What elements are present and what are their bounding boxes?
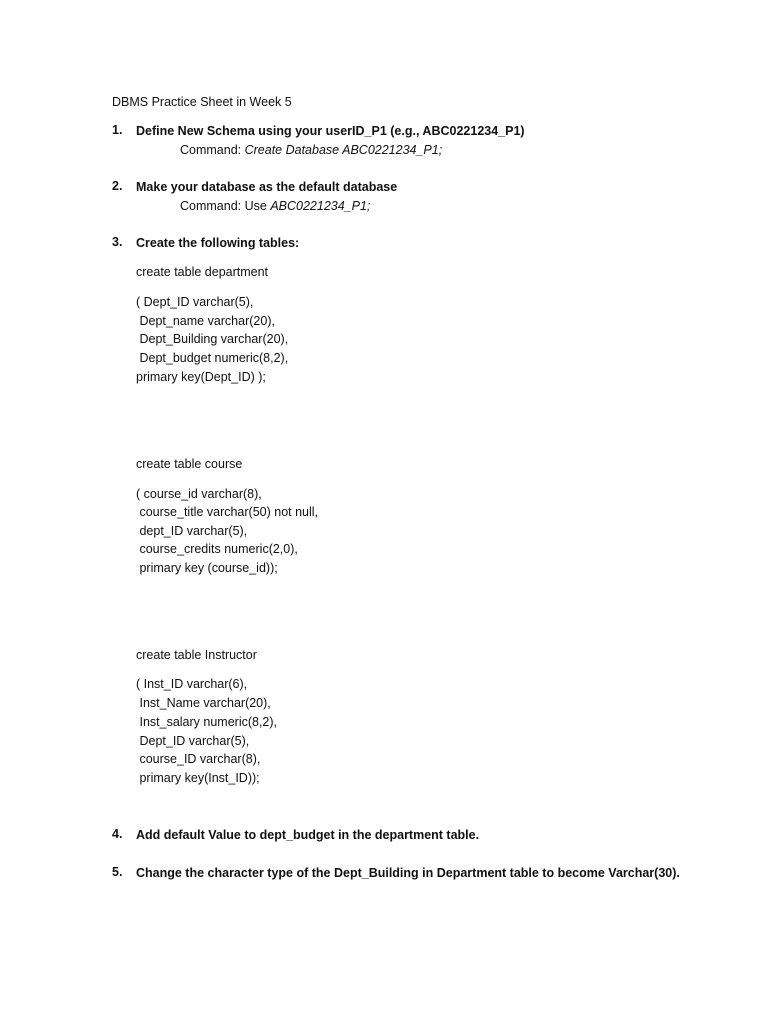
create-statement: create table Instructor — [136, 648, 257, 662]
create-statement: create table course — [136, 457, 243, 471]
code-line: ( course_id varchar(8), — [136, 487, 262, 501]
code-line: Dept_ID varchar(5), — [136, 734, 250, 748]
item-text: Make your database as the default database — [136, 180, 398, 194]
item-text: Define New Schema using your userID_P1 (e.g., ABC0221234_P1) — [136, 124, 525, 138]
code-line: ( Dept_ID varchar(5), — [136, 295, 254, 309]
item-text: Create the following tables: — [136, 236, 300, 250]
command-label: Command: — [180, 143, 245, 157]
code-line: Inst_Name varchar(20), — [136, 696, 271, 710]
page-title: DBMS Practice Sheet in Week 5 — [112, 95, 292, 109]
command-value: Create Database ABC0221234_P1; — [244, 143, 443, 157]
code-line: primary key(Dept_ID) ); — [136, 370, 266, 384]
code-line: Dept_Building varchar(20), — [136, 332, 289, 346]
code-line: primary key(Inst_ID)); — [136, 771, 260, 785]
code-line: primary key (course_id)); — [136, 561, 278, 575]
item-number: 2. — [112, 179, 123, 193]
item-number: 3. — [112, 235, 123, 249]
code-line: Dept_budget numeric(8,2), — [136, 351, 289, 365]
code-line: dept_ID varchar(5), — [136, 524, 248, 538]
item-text: Change the character type of the Dept_Building in Department table to become Varchar(30). — [136, 866, 680, 880]
code-line: course_ID varchar(8), — [136, 752, 261, 766]
code-line: Dept_name varchar(20), — [136, 314, 275, 328]
code-line: ( Inst_ID varchar(6), — [136, 677, 248, 691]
create-statement: create table department — [136, 265, 269, 279]
command-label: Command: Use — [180, 199, 271, 213]
item-text: Add default Value to dept_budget in the department table. — [136, 828, 480, 842]
item-number: 5. — [112, 865, 123, 879]
code-line: course_title varchar(50) not null, — [136, 505, 319, 519]
item-number: 1. — [112, 123, 123, 137]
command-line — [180, 142, 442, 158]
item-number: 4. — [112, 827, 123, 841]
code-line: course_credits numeric(2,0), — [136, 542, 298, 556]
command-line — [180, 198, 370, 214]
code-line: Inst_salary numeric(8,2), — [136, 715, 278, 729]
command-value: ABC0221234_P1; — [270, 199, 371, 213]
